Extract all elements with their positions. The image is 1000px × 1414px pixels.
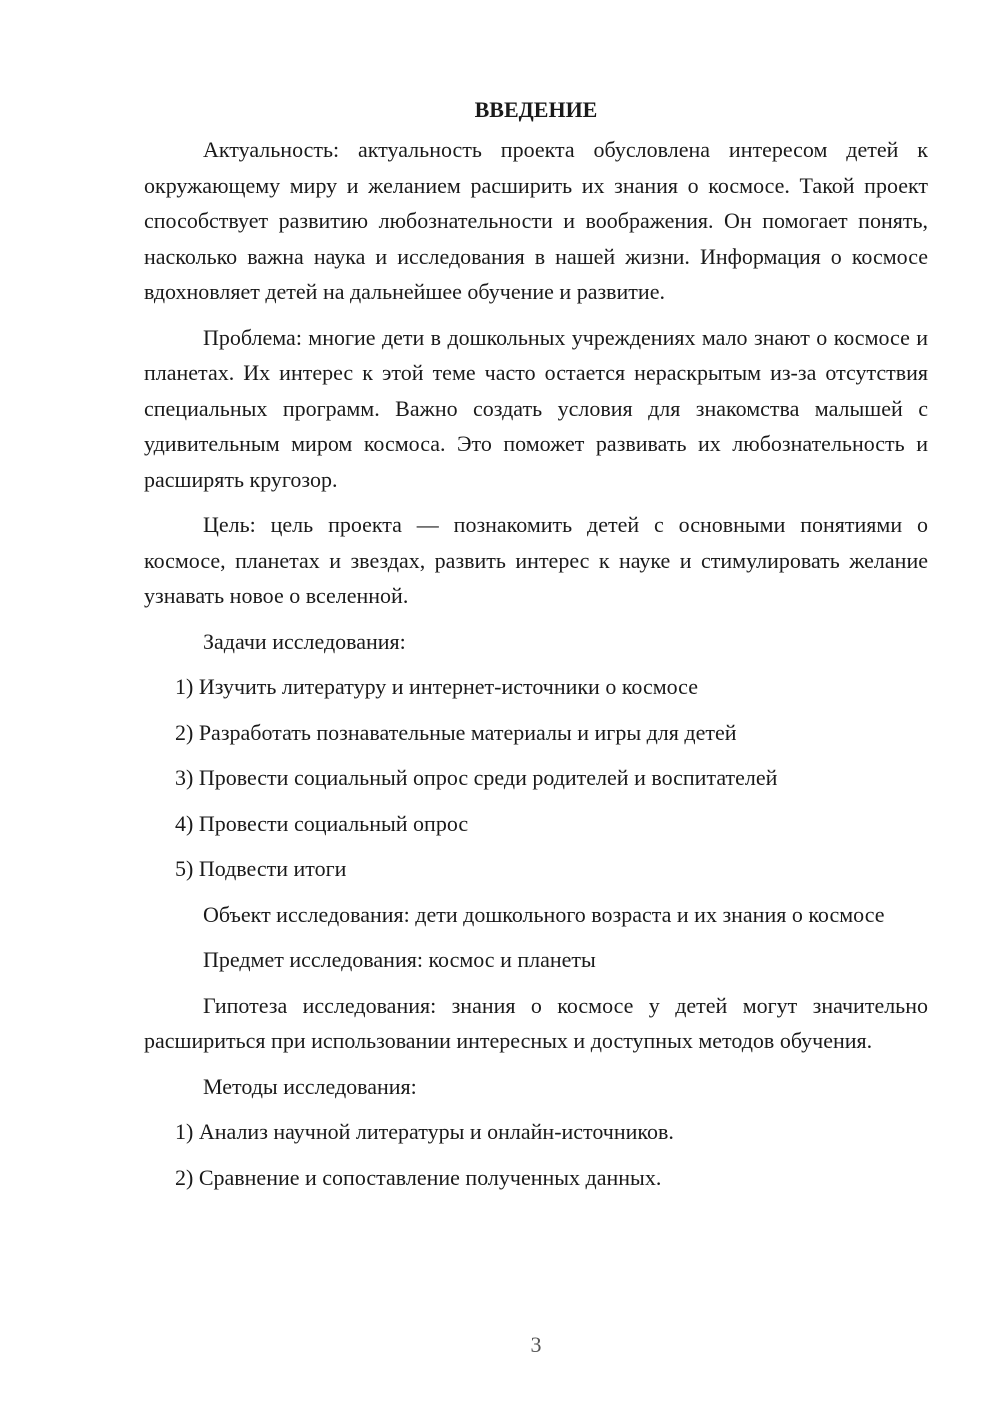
goal-paragraph: Цель: цель проекта — познакомить детей с основными понятиями о космосе, планетах и звездах, развить интерес к науке и стимулировать желание узнавать новое о вселенной. (144, 512, 928, 608)
task-item: 3) Провести социальный опрос среди родителей и воспитателей (175, 765, 778, 790)
actuality-paragraph: Актуальность: актуальность проекта обусловлена интересом детей к окружающему миру и желанием расширить их знания о космосе. Такой проект способствует развитию любознательности и воображения. Он помогает понять, насколько важна наука и исследования в нашей жизни. Информация о космосе вдохновляет детей на дальнейшее обучение и развитие. (144, 137, 928, 304)
method-item: 2) Сравнение и сопоставление полученных данных. (175, 1164, 662, 1190)
subject-paragraph: Предмет исследования: космос и планеты (203, 947, 596, 972)
problem-paragraph: Проблема: многие дети в дошкольных учреждениях мало знают о космосе и планетах. Их интерес к этой теме часто остается нераскрытым из-за отсутствия специальных программ. Важно создать условия для знакомства малышей с удивительным миром космоса. Это поможет развивать их любознательность и расширять кругозор. (144, 324, 928, 492)
page-number: 3 (530, 1332, 542, 1357)
document-page (144, 92, 928, 1205)
object-paragraph: Объект исследования: дети дошкольного возраста и их знания о космосе (203, 901, 885, 927)
task-item: 4) Провести социальный опрос (175, 810, 469, 836)
task-item: 1) Изучить литературу и интернет-источники о космосе (175, 674, 698, 699)
section-heading: ВВЕДЕНИЕ (474, 97, 598, 122)
task-item: 2) Разработать познавательные материалы и игры для детей (175, 719, 737, 745)
task-item: 5) Подвести итоги (175, 856, 347, 881)
tasks-title: Задачи исследования: (203, 628, 406, 654)
method-item: 1) Анализ научной литературы и онлайн-источников. (175, 1119, 674, 1144)
methods-title: Методы исследования: (203, 1073, 417, 1099)
hypothesis-paragraph: Гипотеза исследования: знания о космосе у детей могут значительно расшириться при использовании интересных и доступных методов обучения. (144, 992, 928, 1053)
